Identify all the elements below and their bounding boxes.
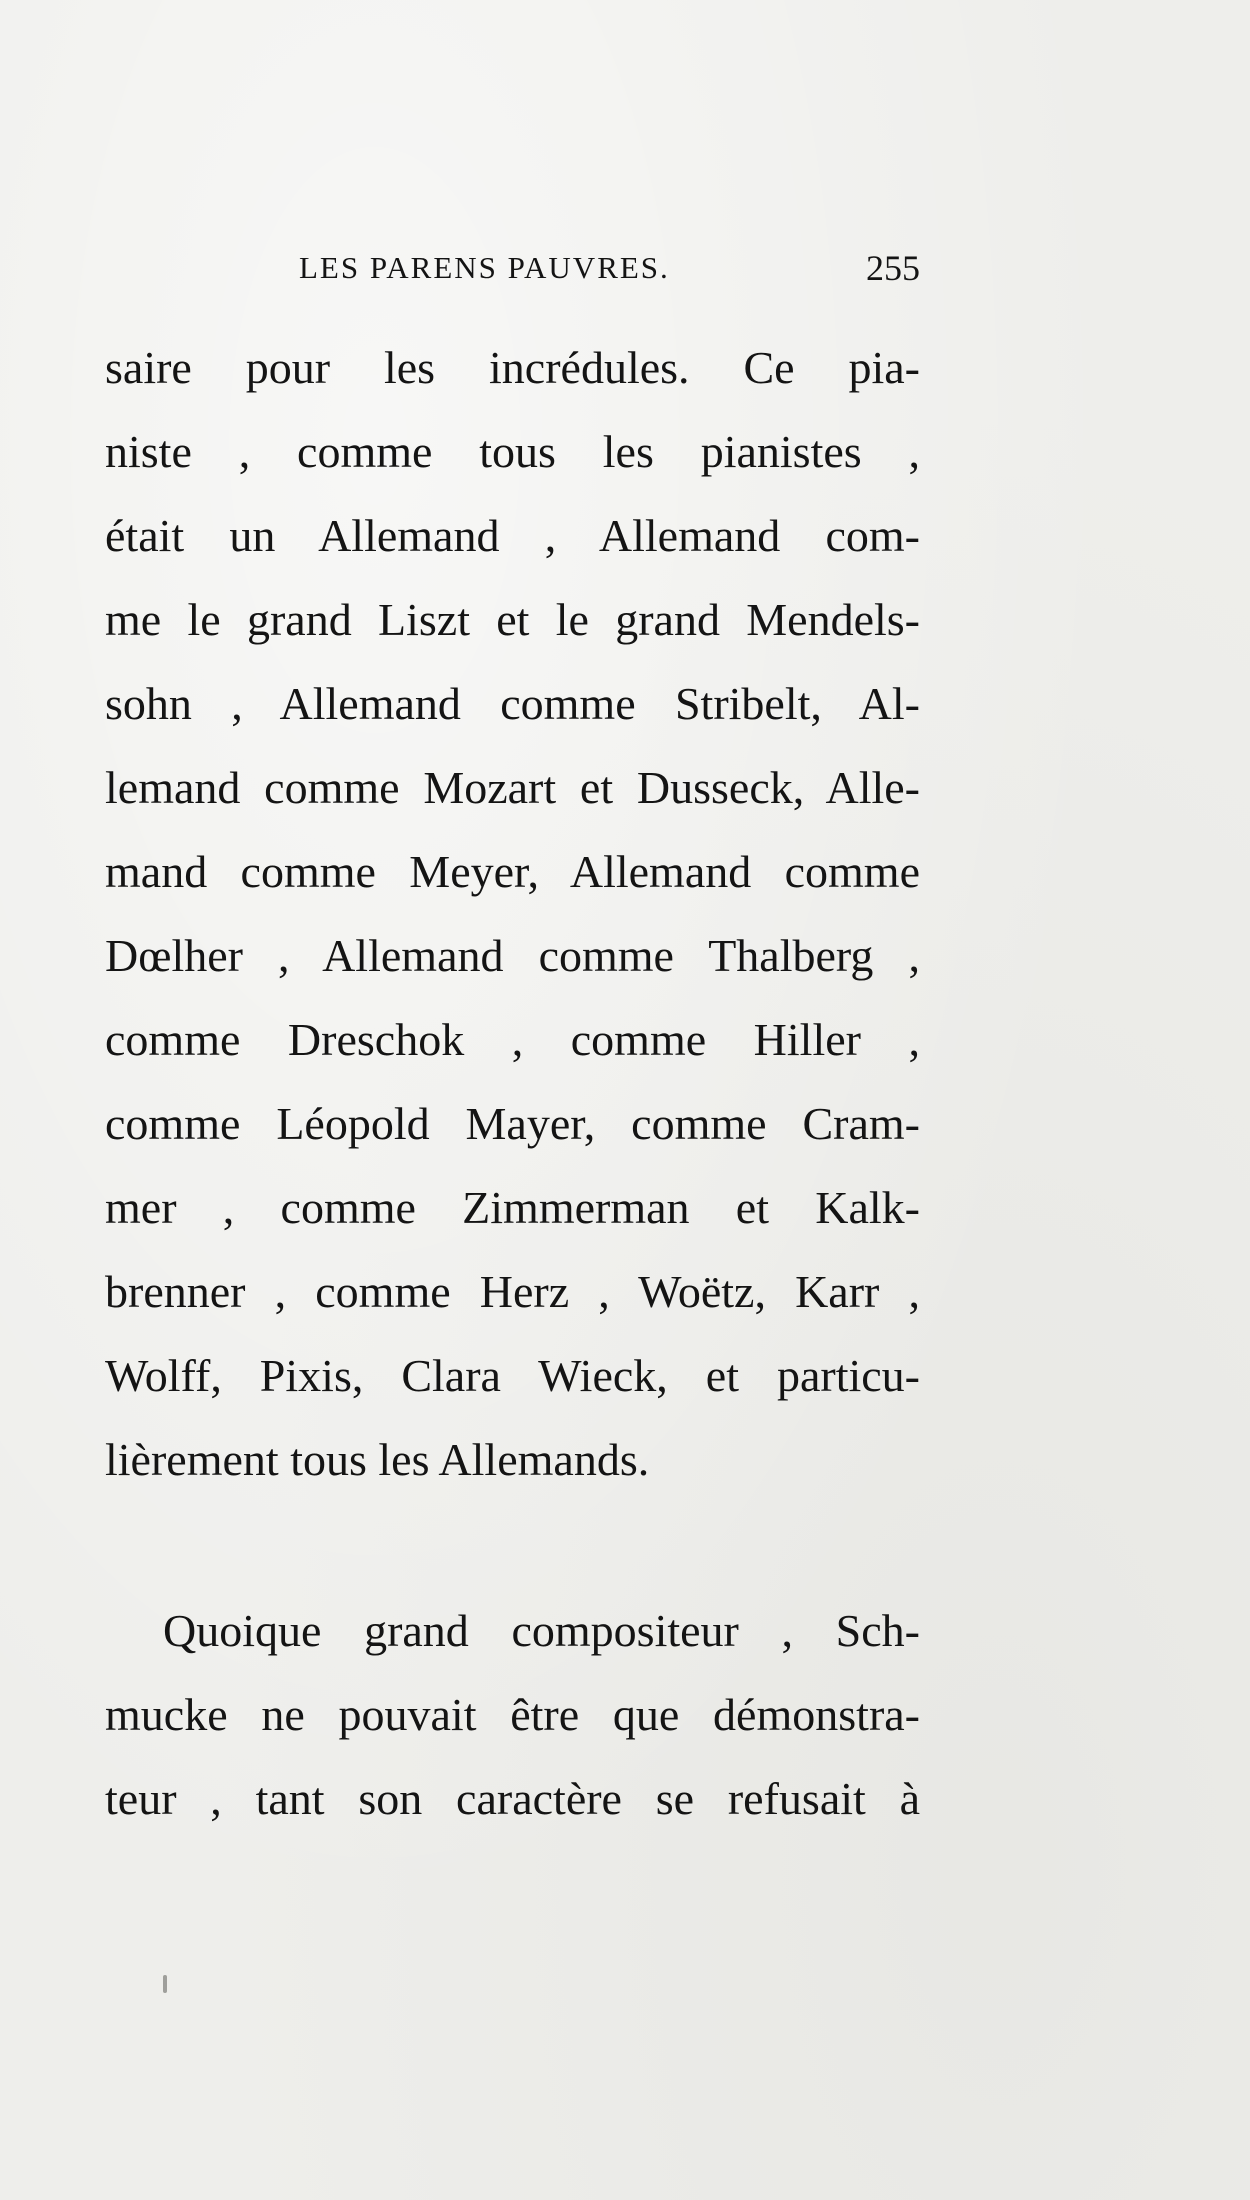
text-line: mer , comme Zimmerman et Kalk- — [105, 1182, 920, 1233]
text-line: saire pour les incrédules. Ce pia- — [105, 342, 920, 393]
paper-speck — [163, 1975, 167, 1993]
text-line: brenner , comme Herz , Woëtz, Karr , — [105, 1266, 920, 1317]
text-line: me le grand Liszt et le grand Mendels- — [105, 594, 920, 645]
text-line: Dœlher , Allemand comme Thalberg , — [105, 930, 920, 981]
paragraph-2 — [105, 1589, 920, 1841]
text-line: Wolff, Pixis, Clara Wieck, et particu- — [105, 1350, 920, 1401]
text-line: mucke ne pouvait être que démonstra- — [105, 1689, 920, 1740]
page-number: 255 — [866, 248, 920, 288]
body-text — [105, 326, 920, 1841]
paragraph-1 — [105, 326, 920, 1502]
text-line: Quoique grand compositeur , Sch- — [163, 1605, 920, 1656]
text-line: mand comme Meyer, Allemand comme — [105, 846, 920, 897]
text-line: comme Dreschok , comme Hiller , — [105, 1014, 920, 1065]
running-title: LES PARENS PAUVRES. — [299, 250, 670, 285]
text-line: teur , tant son caractère se refusait à — [105, 1773, 920, 1824]
page-header — [105, 243, 920, 293]
text-line: lièrement tous les Allemands. — [105, 1434, 650, 1485]
text-line: niste , comme tous les pianistes , — [105, 426, 920, 477]
text-line: était un Allemand , Allemand com- — [105, 510, 920, 561]
text-line: lemand comme Mozart et Dusseck, Alle- — [105, 762, 920, 813]
text-line: comme Léopold Mayer, comme Cram- — [105, 1098, 920, 1149]
text-line: sohn , Allemand comme Stribelt, Al- — [105, 678, 920, 729]
paragraph-gap — [105, 1502, 920, 1589]
